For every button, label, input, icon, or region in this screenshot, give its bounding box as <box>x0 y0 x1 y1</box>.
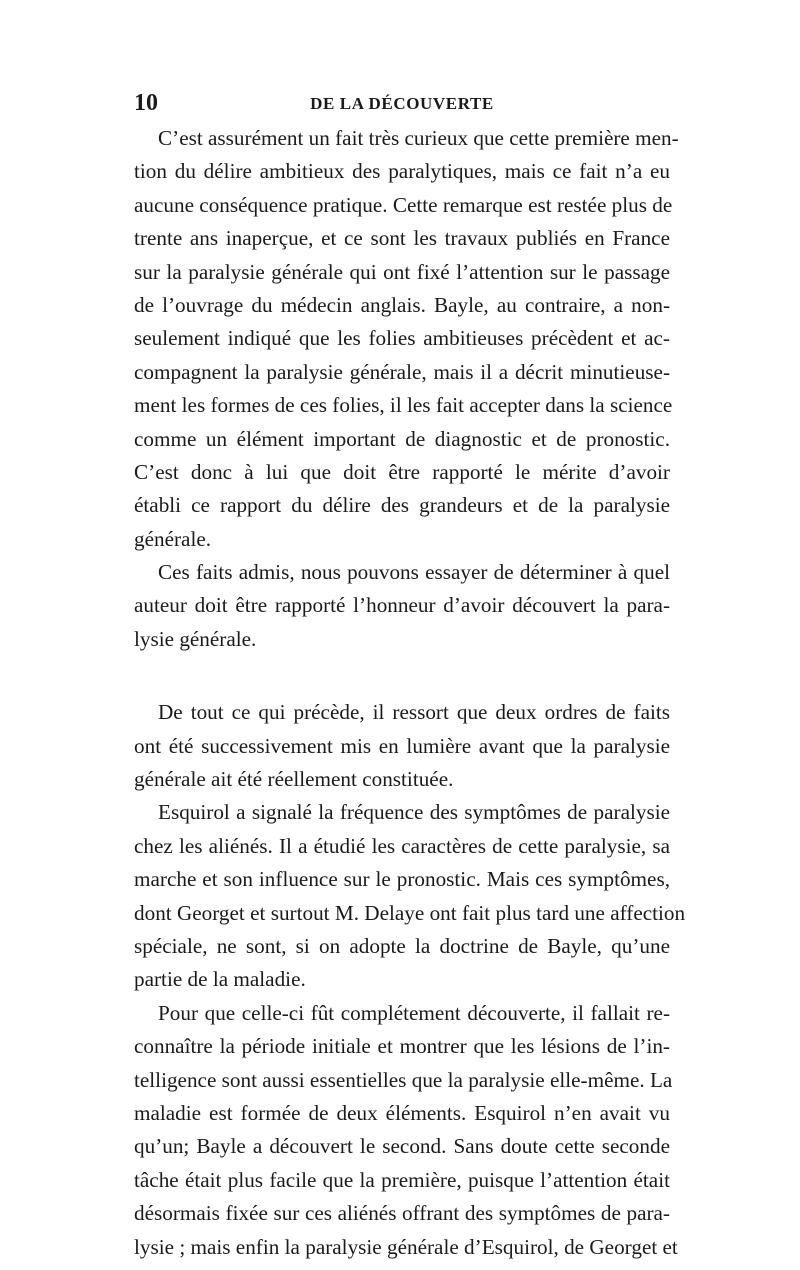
text-line: chez les aliénés. Il a étudié les caractères de cette paralysie, sa <box>134 833 670 858</box>
body-text <box>134 122 686 1264</box>
page-number: 10 <box>134 90 158 116</box>
text-line: établi ce rapport du délire des grandeurs et de la paralysie <box>134 493 670 518</box>
paragraph-5 <box>134 997 678 1264</box>
paragraph-3 <box>134 696 670 796</box>
text-line: seulement indiqué que les folies ambitieuses précèdent et ac- <box>134 326 670 351</box>
paragraph-4 <box>134 796 686 996</box>
text-line: lysie ; mais enfin la paralysie générale d’Esquirol, de Georget et <box>134 1234 678 1259</box>
text-line: C’est donc à lui que doit être rapporté le mérite d’avoir <box>134 459 670 484</box>
text-line: Pour que celle-ci fût complétement découverte, il fallait re- <box>158 1000 670 1025</box>
text-line: lysie générale. <box>134 626 257 651</box>
text-line: partie de la maladie. <box>134 967 306 992</box>
text-line: sur la paralysie générale qui ont fixé l’attention sur le passage <box>134 259 670 284</box>
text-line: Esquirol a signalé la fréquence des symptômes de paralysie <box>158 800 670 825</box>
text-line: compagnent la paralysie générale, mais il a décrit minutieuse- <box>134 359 670 384</box>
text-line: Ces faits admis, nous pouvons essayer de déterminer à quel <box>158 560 670 585</box>
text-line: générale ait été réellement constituée. <box>134 767 454 792</box>
paragraph-2 <box>134 556 670 656</box>
text-line: maladie est formée de deux éléments. Esquirol n’en avait vu <box>134 1100 670 1125</box>
text-line: générale. <box>134 526 212 551</box>
text-line: telligence sont aussi essentielles que la paralysie elle-même. La <box>134 1067 673 1092</box>
text-line: spéciale, ne sont, si on adopte la doctrine de Bayle, qu’une <box>134 933 670 958</box>
text-line: ont été successivement mis en lumière avant que la paralysie <box>134 733 670 758</box>
text-line: marche et son influence sur le pronostic. Mais ces symptômes, <box>134 867 670 892</box>
text-line: qu’un; Bayle a découvert le second. Sans doute cette seconde <box>134 1134 670 1159</box>
text-line: ment les formes de ces folies, il les fait accepter dans la science <box>134 393 673 418</box>
running-title: DE LA DÉCOUVERTE <box>310 94 494 113</box>
running-head <box>134 88 670 118</box>
text-line: dont Georget et surtout M. Delaye ont fait plus tard une affection <box>134 900 686 925</box>
section-gap <box>134 656 670 696</box>
text-line: aucune conséquence pratique. Cette remarque est restée plus de <box>134 192 673 217</box>
text-line: connaître la période initiale et montrer que les lésions de l’in- <box>134 1034 670 1059</box>
text-line: trente ans inaperçue, et ce sont les travaux publiés en France <box>134 226 670 251</box>
text-line: tion du délire ambitieux des paralytiques, mais ce fait n’a eu <box>134 159 670 184</box>
text-line: De tout ce qui précède, il ressort que deux ordres de faits <box>158 700 670 725</box>
text-line: C’est assurément un fait très curieux que cette première men- <box>158 126 679 150</box>
text-line: de l’ouvrage du médecin anglais. Bayle, au contraire, a non- <box>134 292 670 317</box>
text-line: comme un élément important de diagnostic et de pronostic. <box>134 426 670 451</box>
text-line: désormais fixée sur ces aliénés offrant des symptômes de para- <box>134 1201 670 1226</box>
text-line: auteur doit être rapporté l’honneur d’avoir découvert la para- <box>134 593 670 618</box>
text-line: tâche était plus facile que la première, puisque l’attention était <box>134 1167 670 1192</box>
paragraph-1 <box>134 122 679 556</box>
